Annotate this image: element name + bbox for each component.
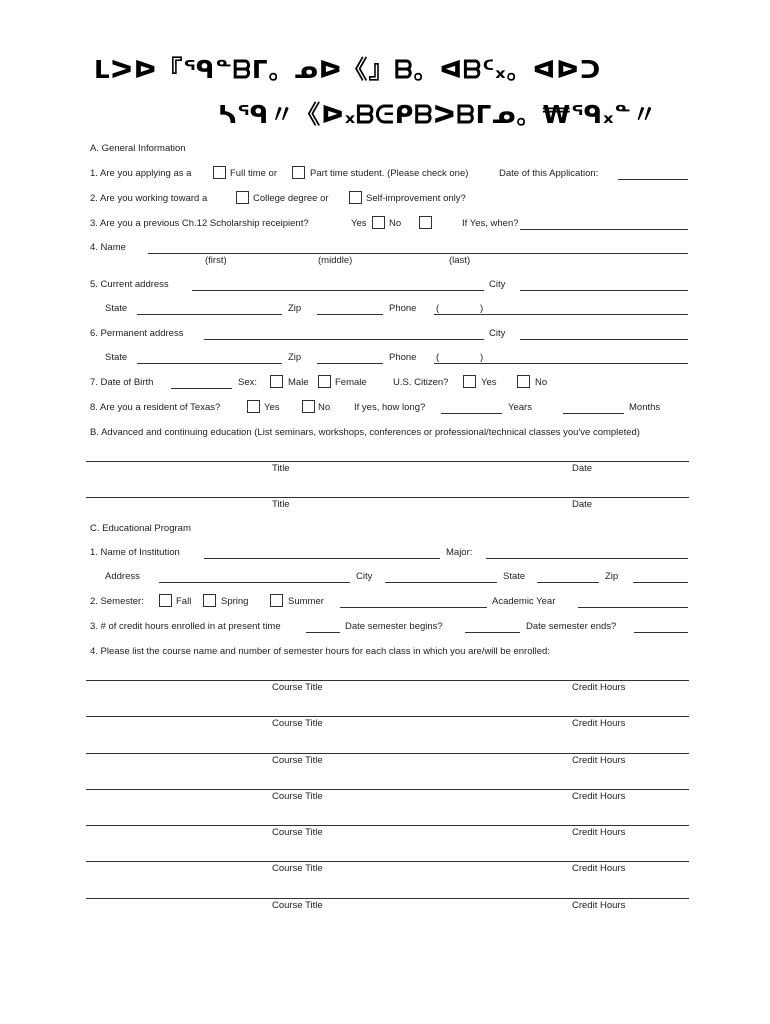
semester-begins-label: Date semester begins?: [345, 621, 443, 632]
course-row-line[interactable]: [86, 716, 689, 717]
education-title-caption: Title: [272, 463, 290, 474]
texas-no-label: No: [318, 402, 331, 413]
institution-zip-field[interactable]: [633, 582, 688, 583]
credit-hours-caption: Credit Hours: [572, 682, 626, 693]
credit-hours-caption: Credit Hours: [572, 755, 626, 766]
academic-year-field[interactable]: [578, 607, 688, 608]
education-date-caption: Date: [572, 463, 593, 474]
course-row-line[interactable]: [86, 861, 689, 862]
institution-city-label: City: [356, 571, 373, 582]
credit-hours-field[interactable]: [306, 632, 340, 633]
current-zip-label: Zip: [288, 303, 302, 314]
current-address-field[interactable]: [192, 290, 484, 291]
permanent-phone-paren-close: ): [480, 352, 484, 363]
current-city-field[interactable]: [520, 290, 688, 291]
credit-hours-caption: Credit Hours: [572, 863, 626, 874]
full-time-checkbox[interactable]: [213, 166, 226, 179]
citizen-no-label: No: [535, 377, 548, 388]
fall-checkbox[interactable]: [159, 594, 172, 607]
education-row-1-line[interactable]: [86, 461, 689, 462]
college-degree-label: College degree or: [253, 193, 329, 204]
permanent-zip-field[interactable]: [317, 363, 383, 364]
semester-ends-label: Date semester ends?: [526, 621, 617, 632]
semester-other-field[interactable]: [340, 607, 487, 608]
self-improvement-label: Self-improvement only?: [366, 193, 466, 204]
name-middle-caption: (middle): [318, 255, 353, 266]
texas-no-checkbox[interactable]: [302, 400, 315, 413]
scholarship-when-label: If Yes, when?: [462, 218, 519, 229]
spring-label: Spring: [221, 596, 249, 607]
dob-field[interactable]: [171, 388, 232, 389]
fall-label: Fall: [176, 596, 192, 607]
current-state-label: State: [105, 303, 128, 314]
female-label: Female: [335, 377, 367, 388]
permanent-city-field[interactable]: [520, 339, 688, 340]
education-title-caption: Title: [272, 499, 290, 510]
texas-yes-label: Yes: [264, 402, 280, 413]
scholarship-no-label: No: [389, 218, 402, 229]
permanent-state-field[interactable]: [137, 363, 282, 364]
course-title-caption: Course Title: [272, 827, 323, 838]
name-first-caption: (first): [205, 255, 227, 266]
q7-label: 7. Date of Birth: [90, 377, 154, 388]
texas-yes-checkbox[interactable]: [247, 400, 260, 413]
male-label: Male: [288, 377, 309, 388]
college-degree-checkbox[interactable]: [236, 191, 249, 204]
scholarship-yes-label: Yes: [351, 218, 367, 229]
c-q3-label: 3. # of credit hours enrolled in at present time: [90, 621, 281, 632]
form-title-line1: ᒪᐳᐅ『ᙯᓐᗷᒥ。ᓄᐅ《』ᗷ。ᐊᗷᑦ᙮。ᐊᐅᑐ: [94, 55, 602, 84]
current-phone-label: Phone: [389, 303, 417, 314]
semester-begins-field[interactable]: [465, 632, 520, 633]
scholarship-no-checkbox[interactable]: [419, 216, 432, 229]
current-phone-paren-open: (: [436, 303, 440, 314]
credit-hours-caption: Credit Hours: [572, 827, 626, 838]
citizen-label: U.S. Citizen?: [393, 377, 449, 388]
course-row-line[interactable]: [86, 898, 689, 899]
part-time-label: Part time student. (Please check one): [310, 168, 469, 179]
institution-state-field[interactable]: [537, 582, 599, 583]
scholarship-yes-checkbox[interactable]: [372, 216, 385, 229]
citizen-yes-checkbox[interactable]: [463, 375, 476, 388]
form-title-line2: ᓴᙯ〃《ᐅ᙮ᗷᕮᑭᗷᐳᗷᒥᓄ。₩ᙯ᙮ᓐ〃: [218, 100, 658, 129]
male-checkbox[interactable]: [270, 375, 283, 388]
sex-label: Sex:: [238, 377, 258, 388]
credit-hours-caption: Credit Hours: [572, 900, 626, 911]
current-phone-paren-close: ): [480, 303, 484, 314]
citizen-yes-label: Yes: [481, 377, 497, 388]
q6-label: 6. Permanent address: [90, 328, 184, 339]
academic-year-label: Academic Year: [492, 596, 556, 607]
q2-label: 2. Are you working toward a: [90, 193, 208, 204]
spring-checkbox[interactable]: [203, 594, 216, 607]
c-q1-label: 1. Name of Institution: [90, 547, 180, 558]
course-row-line[interactable]: [86, 789, 689, 790]
current-zip-field[interactable]: [317, 314, 383, 315]
q8-label: 8. Are you a resident of Texas?: [90, 402, 221, 413]
section-b-header: B. Advanced and continuing education (List seminars, workshops, conferences or professional/technical classes you've completed): [90, 427, 640, 438]
q3-label: 3. Are you a previous Ch.12 Scholarship receipient?: [90, 218, 309, 229]
education-date-caption: Date: [572, 499, 593, 510]
current-phone-field[interactable]: [434, 314, 688, 315]
permanent-phone-field[interactable]: [434, 363, 688, 364]
course-title-caption: Course Title: [272, 791, 323, 802]
self-improvement-checkbox[interactable]: [349, 191, 362, 204]
residency-howlong-label: If yes, how long?: [354, 402, 426, 413]
full-time-label: Full time or: [230, 168, 277, 179]
residency-months-label: Months: [629, 402, 661, 413]
course-title-caption: Course Title: [272, 900, 323, 911]
c-q4-label: 4. Please list the course name and number of semester hours for each class in which you are/will be enrolled:: [90, 646, 550, 657]
credit-hours-caption: Credit Hours: [572, 791, 626, 802]
institution-address-label: Address: [105, 571, 140, 582]
course-row-line[interactable]: [86, 825, 689, 826]
citizen-no-checkbox[interactable]: [517, 375, 530, 388]
application-date-label: Date of this Application:: [499, 168, 599, 179]
c-q2-label: 2. Semester:: [90, 596, 144, 607]
education-row-2-line[interactable]: [86, 497, 689, 498]
permanent-address-field[interactable]: [204, 339, 484, 340]
permanent-phone-label: Phone: [389, 352, 417, 363]
credit-hours-caption: Credit Hours: [572, 718, 626, 729]
q1-label: 1. Are you applying as a: [90, 168, 192, 179]
q5-label: 5. Current address: [90, 279, 169, 290]
section-c-header: C. Educational Program: [90, 523, 191, 534]
institution-field[interactable]: [204, 558, 440, 559]
female-checkbox[interactable]: [318, 375, 331, 388]
scholarship-when-field[interactable]: [520, 229, 688, 230]
summer-label: Summer: [288, 596, 324, 607]
residency-months-field[interactable]: [563, 413, 624, 414]
current-state-field[interactable]: [137, 314, 282, 315]
course-title-caption: Course Title: [272, 682, 323, 693]
semester-ends-field[interactable]: [634, 632, 688, 633]
summer-checkbox[interactable]: [270, 594, 283, 607]
institution-zip-label: Zip: [605, 571, 619, 582]
name-field[interactable]: [148, 253, 688, 254]
q4-label: 4. Name: [90, 242, 126, 253]
course-title-caption: Course Title: [272, 863, 323, 874]
residency-years-field[interactable]: [441, 413, 502, 414]
course-title-caption: Course Title: [272, 718, 323, 729]
part-time-checkbox[interactable]: [292, 166, 305, 179]
name-last-caption: (last): [449, 255, 471, 266]
institution-address-field[interactable]: [159, 582, 350, 583]
permanent-state-label: State: [105, 352, 128, 363]
course-row-line[interactable]: [86, 680, 689, 681]
current-city-label: City: [489, 279, 506, 290]
institution-city-field[interactable]: [385, 582, 497, 583]
course-title-caption: Course Title: [272, 755, 323, 766]
residency-years-label: Years: [508, 402, 532, 413]
institution-state-label: State: [503, 571, 526, 582]
section-a-header: A. General Information: [90, 143, 186, 154]
permanent-city-label: City: [489, 328, 506, 339]
permanent-zip-label: Zip: [288, 352, 302, 363]
course-row-line[interactable]: [86, 753, 689, 754]
application-date-field[interactable]: [618, 179, 688, 180]
major-label: Major:: [446, 547, 473, 558]
permanent-phone-paren-open: (: [436, 352, 440, 363]
major-field[interactable]: [486, 558, 688, 559]
